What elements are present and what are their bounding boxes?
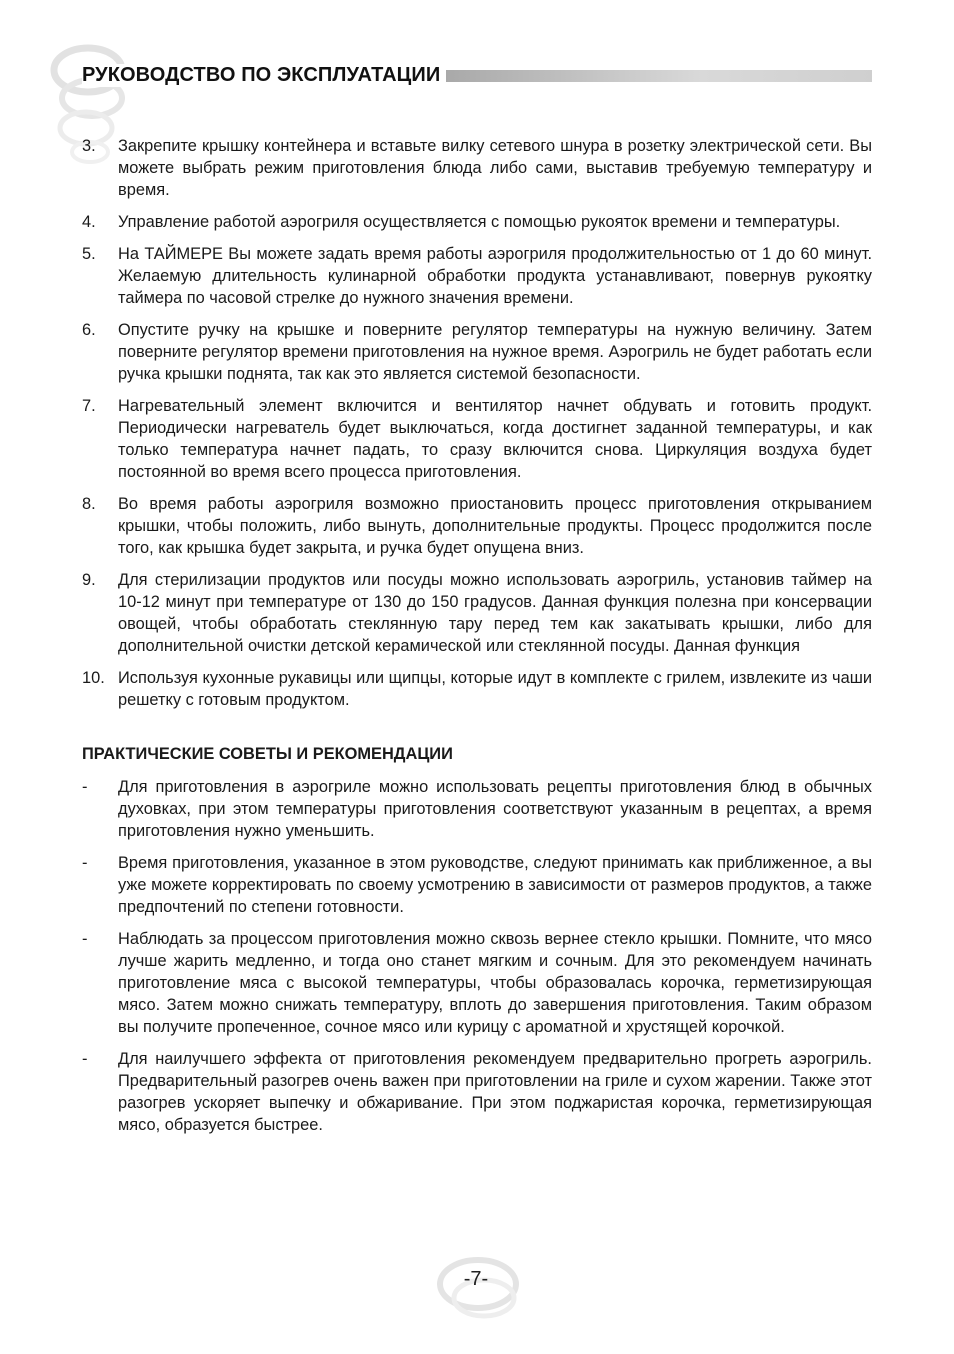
- item-text: Для наилучшего эффекта от приготовления рекомендуем предварительно прогреть аэрогриль. Предварительный разогрев очень важен при приготовлении на гриле и сухом жарении. Также этот разогрев ускоряет выпечку и обжаривание. При этом поджаристая корочка, герметизирующая мясо, образуется быстрее.: [118, 1050, 872, 1134]
- item-number: 6.: [82, 321, 96, 339]
- item-text: Время приготовления, указанное в этом руководстве, следуют принимать как приближенное, а вы уже можете корректировать по своему усмотрению в зависимости от размеров продуктов, а также предпочтений по степени готовности.: [118, 854, 872, 916]
- main-content: [82, 135, 872, 1146]
- list-item: [82, 1048, 872, 1136]
- item-text: Для стерилизации продуктов или посуды можно использовать аэрогриль, установив таймер на 10-12 минут при температуре от 130 до 150 градусов. Данная функция полезна при консервации овощей, чтобы обработать стеклянную тару перед тем как закатывать крышки, либо для дополнительной очистки детской керамической или стеклянной посуды. Данная функция: [118, 571, 872, 655]
- item-text: Наблюдать за процессом приготовления можно сквозь вернее стекло крышки. Помните, что мясо лучше жарить медленно, и тогда оно станет мягким и сочным. Для это рекомендуем начинать приготовление мяса с высокой температуры, чтобы образовалась корочка, герметизирующая мясо. Затем можно снижать температуру, вплоть до завершения приготовления. Таким образом вы получите пропеченное, сочное мясо или курицу с ароматной и хрустящей корочкой.: [118, 930, 872, 1036]
- list-item: [82, 243, 872, 309]
- item-number: 9.: [82, 571, 96, 589]
- item-number: 8.: [82, 495, 96, 513]
- item-text: Во время работы аэрогриля возможно приостановить процесс приготовления открыванием крышки, чтобы положить, либо вынуть, дополнительные продукты. Процесс продолжится после того, как крышка будет закрыта, и ручка будет опущена вниз.: [118, 495, 872, 557]
- item-number: 5.: [82, 245, 96, 263]
- item-text: Опустите ручку на крышке и поверните регулятор температуры на нужную величину. Затем поверните регулятор времени приготовления на нужное время. Аэрогриль не будет работать если ручка крышки поднята, так как это является системой безопасности.: [118, 321, 872, 383]
- list-item: [82, 776, 872, 842]
- item-bullet: -: [82, 778, 88, 796]
- list-item: [82, 319, 872, 385]
- header-bar: [446, 70, 872, 82]
- steps-list: [82, 135, 872, 711]
- item-text: Для приготовления в аэрогриле можно использовать рецепты приготовления блюд в обычных духовках, при этом температуры приготовления соответствуют указанным в рецептах, а время приготовления нужно уменьшить.: [118, 778, 872, 840]
- tips-list: [82, 776, 872, 1136]
- page-title: РУКОВОДСТВО ПО ЭКСПЛУАТАЦИИ: [82, 64, 446, 87]
- list-item: [82, 852, 872, 918]
- item-number: 10.: [82, 669, 105, 687]
- list-item: [82, 211, 872, 233]
- item-bullet: -: [82, 1050, 88, 1068]
- item-text: На ТАЙМЕРЕ Вы можете задать время работы аэрогриля продолжительностью от 1 до 60 минут. Желаемую длительность кулинарной обработки продукта устанавливают, повернув рукоятку таймера по часовой стрелке до нужного значения времени.: [118, 245, 872, 307]
- item-text: Управление работой аэрогриля осуществляется с помощью рукояток времени и температуры.: [118, 213, 841, 231]
- page-number: -7-: [463, 1268, 489, 1290]
- item-number: 3.: [82, 137, 96, 155]
- item-text: Нагревательный элемент включится и вентилятор начнет обдувать и готовить продукт. Периодически нагреватель будет выключаться, когда достигнет заданной температуры, и как только температура начнет падать, то сразу включится снова. Циркуляция воздуха будет постоянной во время всего процесса приготовления.: [118, 397, 872, 481]
- page-header: [82, 62, 872, 88]
- list-item: [82, 135, 872, 201]
- item-bullet: -: [82, 930, 88, 948]
- section-title: ПРАКТИЧЕСКИЕ СОВЕТЫ И РЕКОМЕНДАЦИИ: [82, 745, 453, 763]
- item-text: Закрепите крышку контейнера и вставьте вилку сетевого шнура в розетку электрической сети. Вы можете выбрать режим приготовления блюда либо сами, выставив требуемую температуру и время.: [118, 137, 872, 199]
- list-item: [82, 928, 872, 1038]
- list-item: [82, 493, 872, 559]
- list-item: [82, 667, 872, 711]
- list-item: [82, 569, 872, 657]
- item-text: Используя кухонные рукавицы или щипцы, которые идут в комплекте с грилем, извлеките из чаши решетку с готовым продуктом.: [118, 669, 872, 709]
- item-number: 7.: [82, 397, 96, 415]
- item-number: 4.: [82, 213, 96, 231]
- item-bullet: -: [82, 854, 88, 872]
- list-item: [82, 395, 872, 483]
